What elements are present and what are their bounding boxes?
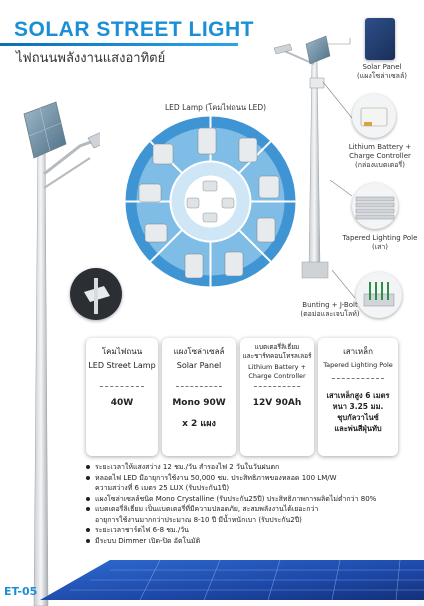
spec-pole-divider: [332, 378, 384, 379]
bunting-sublabel: (ตอม่อและเจบโลท์): [300, 310, 360, 318]
spec-battery-title: แบตเตอรี่ลิเธี่ยม: [254, 343, 300, 351]
spec-pole-title-en: Tapered Lighting Pole: [323, 361, 393, 369]
spec-solar-title: แผงโซล่าเซลล์: [173, 347, 225, 356]
spec-led-title-en: LED Street Lamp: [88, 361, 156, 370]
spec-led-value: 40W: [110, 398, 134, 408]
footer-solar-panels: [0, 560, 424, 600]
spec-battery-divider: [254, 386, 300, 387]
spec-pole-value2: หนา 3.25 มม.: [332, 402, 384, 411]
tapered-pole-sublabel: (เสา): [371, 243, 389, 251]
spec-card-led: [86, 338, 158, 456]
bunting-label: Bunting + J-Bolt: [302, 301, 358, 309]
spec-led-title: โคมไฟถนน: [101, 347, 143, 356]
spec-pole-value3: ชุบกัลวาไนซ์: [337, 413, 379, 422]
feature-item: ระยะเวลาให้แสงสว่าง 12 ชม./วัน สำรองไฟ 2 วันในวันฝนตก: [86, 462, 416, 473]
bunting-thumbnail: [356, 272, 402, 318]
battery-label: Lithium Battery +: [348, 143, 412, 151]
feature-item: ระยะเวลาชาร์ตไฟ 6-8 ชม./วัน: [86, 525, 416, 536]
led-lamp-label: LED Lamp (โคมไฟถนน LED): [165, 103, 267, 112]
tapered-pole-label: Tapered Lighting Pole: [342, 234, 418, 242]
feature-item: แผงโซล่าเซลล์ชนิด Mono Crystalline (รับประกัน25ปี) ประสิทธิภาพการผลิตไม่ต่ำกว่า 80%: [86, 494, 416, 505]
spec-solar-value2: x 2 แผง: [182, 419, 216, 429]
page-title: SOLAR STREET LIGHT: [14, 18, 254, 41]
solar-panel-sublabel: (แผงโซล่าเซลล์): [357, 72, 407, 80]
battery-sublabel-th: (กล่องแบตเตอรี่): [354, 161, 405, 169]
feature-item-continued: อายุการใช้งานมากกว่าประมาณ 8-10 ปี มีน้ำหนักเบา (รับประกัน2ปี): [95, 515, 302, 524]
spec-solar-value: Mono 90W: [172, 398, 226, 408]
feature-item: แบตเตอรี่ลิเธี่ยม เป็นแบตเตอรี่ที่มีความปลอดภัย, สะสมพลังงานได้เยอะกว่า: [86, 504, 416, 515]
spec-battery-title3: Lithium Battery +: [248, 363, 306, 371]
battery-sublabel: Charge Controller: [349, 152, 411, 160]
spec-battery-title4: Charge Controller: [248, 372, 306, 380]
spec-battery-value: 12V 90Ah: [252, 398, 302, 408]
feature-item: หลอดไฟ LED มีอายุการใช้งาน 50,000 ชม. ประสิทธิภาพของหลอด 100 LM/W: [86, 473, 416, 484]
tapered-pole-thumbnail: [352, 183, 398, 229]
solar-panel-label: Solar Panel: [362, 63, 402, 71]
spec-card-pole: [318, 338, 398, 456]
spec-pole-value: เสาเหล็กสูง 6 เมตร: [326, 391, 390, 400]
product-code: ET-05: [4, 585, 38, 598]
spec-pole-value4: และพ่นสีฝุ่นทับ: [334, 424, 382, 433]
feature-item: มีระบบ Dimmer เปิด-ปิด อัตโนมัติ: [86, 536, 416, 547]
spec-card-battery: [240, 338, 314, 456]
spec-solar-divider: [176, 386, 222, 387]
spec-solar-title-en: Solar Panel: [176, 361, 222, 370]
page-subtitle: ไฟถนนพลังงานแสงอาทิตย์: [16, 51, 166, 66]
spec-pole-title: เสาเหล็ก: [343, 347, 373, 356]
battery-thumbnail: [352, 94, 396, 138]
spec-battery-title2: และชาร์ทคอนโทรลเลอร์: [242, 352, 312, 360]
spec-led-divider: [100, 386, 144, 387]
feature-item-continued: ความสว่างที่ 6 เมตร 25 LUX (รับประกัน1ปี): [95, 484, 230, 492]
solar-panel-thumbnail: [365, 18, 395, 60]
spec-card-solar: [162, 338, 236, 456]
feature-list: [86, 462, 416, 546]
